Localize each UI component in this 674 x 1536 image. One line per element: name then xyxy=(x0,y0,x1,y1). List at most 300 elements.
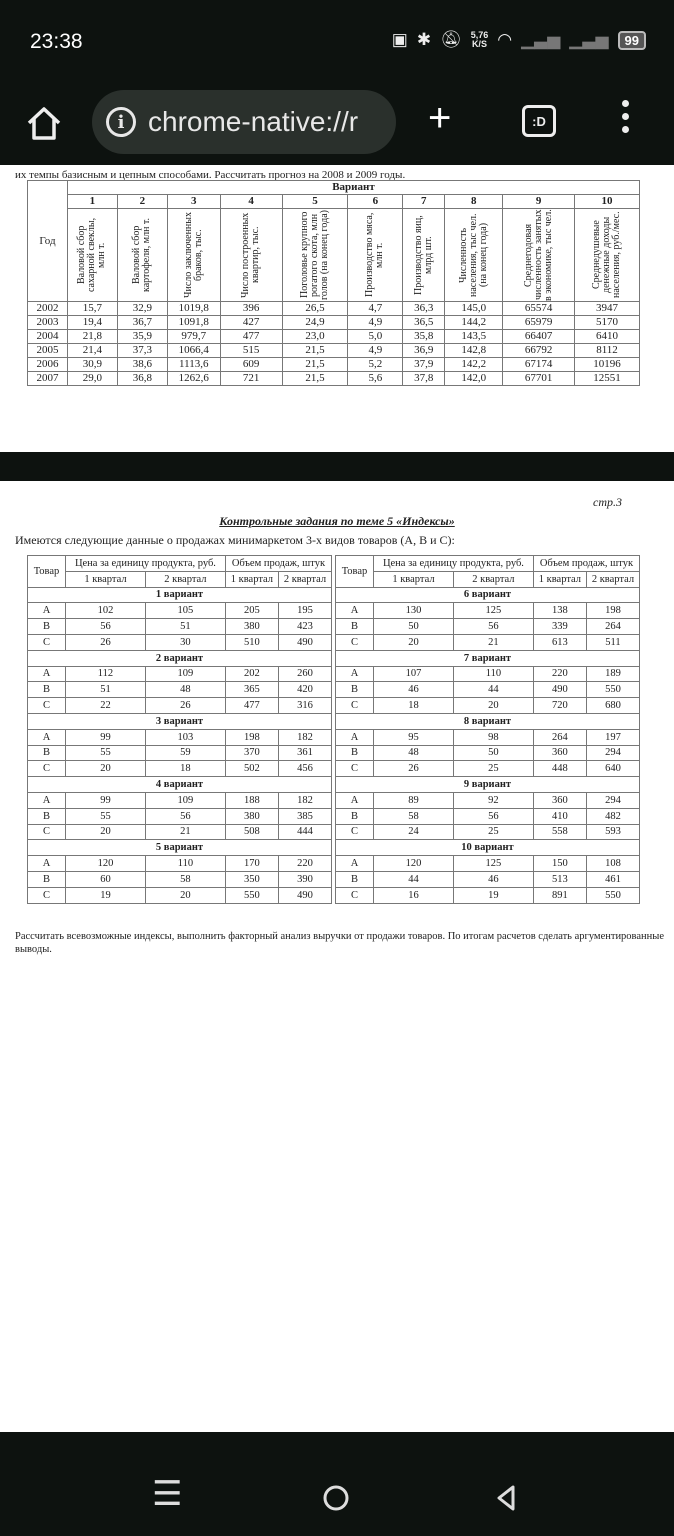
column-label xyxy=(348,209,403,302)
intro-text: Имеются следующие данные о продажах минимаркетом 3-х видов товаров (А, В и С): xyxy=(15,533,455,547)
table-row xyxy=(28,316,640,330)
quarter-header: 2 квартал xyxy=(453,571,533,587)
column-label-text: Среднегодовая численность занятых в экономике, тыс чел. xyxy=(522,209,554,301)
value-cell: 385 xyxy=(278,808,331,824)
table-row xyxy=(28,682,332,698)
column-label-text: Число построенных квартир, тыс. xyxy=(240,212,262,298)
cut-text: их темпы базисным и цепным способами. Рассчитать прогноз на 2008 и 2009 годы. xyxy=(15,169,406,181)
value-cell: 112 xyxy=(66,666,146,682)
table-row xyxy=(28,871,332,887)
value-cell: 5,0 xyxy=(348,330,403,344)
value-cell: 108 xyxy=(586,856,639,872)
variant-row xyxy=(28,587,332,603)
header-row xyxy=(28,209,640,302)
header-row xyxy=(28,556,332,572)
variant-title: 6 вариант xyxy=(336,587,640,603)
variant-row xyxy=(28,840,332,856)
value-cell: 490 xyxy=(278,887,331,903)
value-cell: 46 xyxy=(453,871,533,887)
status-bar xyxy=(0,0,674,80)
value-cell: 550 xyxy=(225,887,278,903)
value-cell: 24,9 xyxy=(282,316,348,330)
product-cell: A xyxy=(336,856,374,872)
value-cell: 36,7 xyxy=(117,316,167,330)
speed-unit: K/S xyxy=(471,39,487,49)
table-row xyxy=(28,358,640,372)
value-cell: 220 xyxy=(533,666,586,682)
product-cell: B xyxy=(28,808,66,824)
column-number: 6 xyxy=(348,195,403,209)
value-cell: 5,2 xyxy=(348,358,403,372)
table-row xyxy=(336,887,640,903)
year-cell: 2004 xyxy=(28,330,68,344)
value-cell: 48 xyxy=(374,745,454,761)
value-cell: 477 xyxy=(225,698,278,714)
value-cell: 19,4 xyxy=(67,316,117,330)
value-cell: 36,5 xyxy=(403,316,445,330)
value-cell: 15,7 xyxy=(67,302,117,316)
value-cell: 21,4 xyxy=(67,344,117,358)
table-row xyxy=(336,808,640,824)
value-cell: 8112 xyxy=(575,344,640,358)
value-cell: 550 xyxy=(586,887,639,903)
value-cell: 490 xyxy=(533,682,586,698)
table-row xyxy=(28,745,332,761)
variant-title: 4 вариант xyxy=(28,777,332,793)
value-cell: 89 xyxy=(374,792,454,808)
value-cell: 294 xyxy=(586,792,639,808)
value-cell: 16 xyxy=(374,887,454,903)
value-cell: 20 xyxy=(453,698,533,714)
value-cell: 170 xyxy=(225,856,278,872)
document-page-2 xyxy=(0,165,674,452)
page-number: стр.3 xyxy=(593,495,622,509)
value-cell: 32,9 xyxy=(117,302,167,316)
table-row xyxy=(336,745,640,761)
column-number: 4 xyxy=(220,195,282,209)
value-cell: 456 xyxy=(278,761,331,777)
value-cell: 48 xyxy=(145,682,225,698)
value-cell: 5,6 xyxy=(348,372,403,386)
volume-header: Объем продаж, штук xyxy=(533,556,639,572)
value-cell: 182 xyxy=(278,729,331,745)
product-cell: A xyxy=(28,603,66,619)
value-cell: 508 xyxy=(225,824,278,840)
value-cell: 20 xyxy=(374,634,454,650)
column-label-text: Производство мяса, млн т. xyxy=(364,212,386,298)
value-cell: 390 xyxy=(278,871,331,887)
speed-value: 5,76 xyxy=(470,30,489,40)
value-cell: 58 xyxy=(145,871,225,887)
recents-button[interactable]: ☰ xyxy=(152,1475,183,1513)
value-cell: 420 xyxy=(278,682,331,698)
value-cell: 361 xyxy=(278,745,331,761)
value-cell: 55 xyxy=(66,745,146,761)
value-cell: 24 xyxy=(374,824,454,840)
value-cell: 109 xyxy=(145,792,225,808)
signal-icon: ▁▃▅ xyxy=(521,30,561,49)
product-cell: A xyxy=(336,792,374,808)
value-cell: 29,0 xyxy=(67,372,117,386)
product-cell: C xyxy=(336,698,374,714)
value-cell: 515 xyxy=(220,344,282,358)
product-cell: C xyxy=(336,824,374,840)
value-cell: 110 xyxy=(145,856,225,872)
value-cell: 125 xyxy=(453,856,533,872)
table-row xyxy=(28,634,332,650)
value-cell: 1262,6 xyxy=(167,372,220,386)
column-label xyxy=(575,209,640,302)
value-cell: 316 xyxy=(278,698,331,714)
product-cell: A xyxy=(336,666,374,682)
nfc-icon: ▣ xyxy=(391,30,408,49)
column-label xyxy=(117,209,167,302)
value-cell: 1091,8 xyxy=(167,316,220,330)
sales-table-right xyxy=(335,555,640,904)
value-cell: 380 xyxy=(225,808,278,824)
value-cell: 482 xyxy=(586,808,639,824)
value-cell: 220 xyxy=(278,856,331,872)
variant-row xyxy=(336,713,640,729)
value-cell: 12551 xyxy=(575,372,640,386)
variant-row xyxy=(28,777,332,793)
table-row xyxy=(336,603,640,619)
value-cell: 67701 xyxy=(503,372,575,386)
value-cell: 107 xyxy=(374,666,454,682)
product-cell: B xyxy=(336,808,374,824)
value-cell: 260 xyxy=(278,666,331,682)
value-cell: 21,5 xyxy=(282,372,348,386)
value-cell: 427 xyxy=(220,316,282,330)
value-cell: 65979 xyxy=(503,316,575,330)
product-header: Товар xyxy=(28,556,66,588)
product-cell: A xyxy=(28,792,66,808)
value-cell: 105 xyxy=(145,603,225,619)
value-cell: 26,5 xyxy=(282,302,348,316)
task-text: Рассчитать всевозможные индексы, выполнить факторный анализ выручки от продажи товаров. По итогам расчетов сделать аргументированные выводы. xyxy=(15,931,664,955)
value-cell: 56 xyxy=(145,808,225,824)
table-row xyxy=(336,871,640,887)
value-cell: 294 xyxy=(586,745,639,761)
product-cell: B xyxy=(28,619,66,635)
value-cell: 1019,8 xyxy=(167,302,220,316)
year-cell: 2002 xyxy=(28,302,68,316)
header-row xyxy=(336,556,640,572)
value-cell: 593 xyxy=(586,824,639,840)
value-cell: 110 xyxy=(453,666,533,682)
value-cell: 46 xyxy=(374,682,454,698)
year-cell: 2003 xyxy=(28,316,68,330)
variant-title: 7 вариант xyxy=(336,650,640,666)
mute-icon: 🔕︎ xyxy=(440,30,462,49)
value-cell: 30 xyxy=(145,634,225,650)
column-label-text: Число заключенных браков, тыс. xyxy=(182,212,204,298)
variant-row xyxy=(336,650,640,666)
value-cell: 339 xyxy=(533,619,586,635)
value-cell: 99 xyxy=(66,729,146,745)
product-cell: B xyxy=(28,745,66,761)
table-row xyxy=(336,682,640,698)
value-cell: 109 xyxy=(145,666,225,682)
table-row xyxy=(336,634,640,650)
tab-switcher-button[interactable]: :D xyxy=(522,105,556,137)
table-row xyxy=(28,302,640,316)
product-cell: B xyxy=(336,871,374,887)
column-label-text: Поголовье крупного рогатого скота, млн голов (на конец года) xyxy=(299,210,330,300)
quarter-header: 1 квартал xyxy=(533,571,586,587)
variant-title: 2 вариант xyxy=(28,650,332,666)
column-label xyxy=(445,209,503,302)
url-text: chrome-native://r xyxy=(148,106,359,137)
value-cell: 130 xyxy=(374,603,454,619)
value-cell: 51 xyxy=(66,682,146,698)
value-cell: 26 xyxy=(145,698,225,714)
value-cell: 370 xyxy=(225,745,278,761)
value-cell: 350 xyxy=(225,871,278,887)
value-cell: 202 xyxy=(225,666,278,682)
value-cell: 92 xyxy=(453,792,533,808)
column-number: 2 xyxy=(117,195,167,209)
value-cell: 195 xyxy=(278,603,331,619)
value-cell: 19 xyxy=(66,887,146,903)
value-cell: 60 xyxy=(66,871,146,887)
address-bar[interactable] xyxy=(92,90,396,154)
value-cell: 20 xyxy=(66,761,146,777)
product-cell: C xyxy=(28,761,66,777)
value-cell: 264 xyxy=(586,619,639,635)
header-row xyxy=(28,571,332,587)
value-cell: 44 xyxy=(374,871,454,887)
year-cell: 2006 xyxy=(28,358,68,372)
value-cell: 21,5 xyxy=(282,344,348,358)
value-cell: 448 xyxy=(533,761,586,777)
value-cell: 511 xyxy=(586,634,639,650)
value-cell: 182 xyxy=(278,792,331,808)
value-cell: 142,8 xyxy=(445,344,503,358)
value-cell: 6410 xyxy=(575,330,640,344)
value-cell: 56 xyxy=(66,619,146,635)
quarter-header: 2 квартал xyxy=(586,571,639,587)
variant-title: 3 вариант xyxy=(28,713,332,729)
product-cell: C xyxy=(28,824,66,840)
new-tab-button[interactable]: + xyxy=(428,96,452,140)
variant-title: 1 вариант xyxy=(28,587,332,603)
variant-title: 8 вариант xyxy=(336,713,640,729)
column-label xyxy=(403,209,445,302)
home-button[interactable] xyxy=(322,1484,350,1512)
value-cell: 36,8 xyxy=(117,372,167,386)
column-label-text: Среднедушевые денежные доходы населения, руб./мес. xyxy=(591,211,622,299)
column-number: 10 xyxy=(575,195,640,209)
column-label xyxy=(220,209,282,302)
value-cell: 198 xyxy=(225,729,278,745)
value-cell: 4,7 xyxy=(348,302,403,316)
value-cell: 18 xyxy=(145,761,225,777)
value-cell: 721 xyxy=(220,372,282,386)
value-cell: 613 xyxy=(533,634,586,650)
product-cell: C xyxy=(336,634,374,650)
value-cell: 35,9 xyxy=(117,330,167,344)
product-cell: B xyxy=(28,682,66,698)
table-row xyxy=(28,808,332,824)
value-cell: 365 xyxy=(225,682,278,698)
back-button[interactable] xyxy=(494,1484,518,1512)
value-cell: 66407 xyxy=(503,330,575,344)
value-cell: 35,8 xyxy=(403,330,445,344)
column-label xyxy=(67,209,117,302)
column-label xyxy=(282,209,348,302)
table-row xyxy=(28,330,640,344)
menu-icon[interactable] xyxy=(622,100,632,133)
value-cell: 56 xyxy=(453,619,533,635)
value-cell: 609 xyxy=(220,358,282,372)
value-cell: 444 xyxy=(278,824,331,840)
value-cell: 264 xyxy=(533,729,586,745)
value-cell: 198 xyxy=(586,603,639,619)
header-row xyxy=(28,195,640,209)
product-cell: A xyxy=(28,666,66,682)
time-series-table xyxy=(27,180,640,386)
value-cell: 150 xyxy=(533,856,586,872)
value-cell: 103 xyxy=(145,729,225,745)
value-cell: 26 xyxy=(66,634,146,650)
column-number: 1 xyxy=(67,195,117,209)
value-cell: 36,3 xyxy=(403,302,445,316)
value-cell: 189 xyxy=(586,666,639,682)
variant-row xyxy=(336,840,640,856)
value-cell: 142,2 xyxy=(445,358,503,372)
value-cell: 22 xyxy=(66,698,146,714)
value-cell: 558 xyxy=(533,824,586,840)
value-cell: 423 xyxy=(278,619,331,635)
variant-row xyxy=(28,713,332,729)
product-cell: A xyxy=(336,729,374,745)
product-cell: A xyxy=(28,729,66,745)
info-icon[interactable]: i xyxy=(106,107,136,137)
value-cell: 145,0 xyxy=(445,302,503,316)
table-row xyxy=(336,792,640,808)
column-number: 8 xyxy=(445,195,503,209)
bluetooth-icon: ✱ xyxy=(416,30,432,49)
quarter-header: 1 квартал xyxy=(374,571,454,587)
value-cell: 125 xyxy=(453,603,533,619)
product-cell: B xyxy=(336,745,374,761)
value-cell: 3947 xyxy=(575,302,640,316)
table-row xyxy=(28,792,332,808)
value-cell: 144,2 xyxy=(445,316,503,330)
value-cell: 23,0 xyxy=(282,330,348,344)
value-cell: 720 xyxy=(533,698,586,714)
product-cell: B xyxy=(336,682,374,698)
column-number: 9 xyxy=(503,195,575,209)
value-cell: 1113,6 xyxy=(167,358,220,372)
quarter-header: 1 квартал xyxy=(66,571,146,587)
variant-title: 9 вариант xyxy=(336,777,640,793)
table-row xyxy=(28,619,332,635)
variant-row xyxy=(336,777,640,793)
value-cell: 120 xyxy=(66,856,146,872)
value-cell: 490 xyxy=(278,634,331,650)
product-cell: C xyxy=(28,887,66,903)
value-cell: 25 xyxy=(453,824,533,840)
variant-title: 10 вариант xyxy=(336,840,640,856)
value-cell: 396 xyxy=(220,302,282,316)
value-cell: 56 xyxy=(453,808,533,824)
value-cell: 25 xyxy=(453,761,533,777)
value-cell: 891 xyxy=(533,887,586,903)
column-label-text: Численность населения, тыс чел. (на конец года) xyxy=(457,213,489,297)
section-title: Контрольные задания по теме 5 «Индексы» xyxy=(219,514,455,528)
value-cell: 197 xyxy=(586,729,639,745)
value-cell: 502 xyxy=(225,761,278,777)
value-cell: 55 xyxy=(66,808,146,824)
value-cell: 410 xyxy=(533,808,586,824)
variant-title: 5 вариант xyxy=(28,840,332,856)
value-cell: 38,6 xyxy=(117,358,167,372)
value-cell: 4,9 xyxy=(348,344,403,358)
value-cell: 1066,4 xyxy=(167,344,220,358)
value-cell: 66792 xyxy=(503,344,575,358)
year-cell: 2007 xyxy=(28,372,68,386)
value-cell: 36,9 xyxy=(403,344,445,358)
value-cell: 37,8 xyxy=(403,372,445,386)
value-cell: 26 xyxy=(374,761,454,777)
value-cell: 20 xyxy=(145,887,225,903)
network-speed xyxy=(471,31,489,49)
value-cell: 19 xyxy=(453,887,533,903)
product-cell: C xyxy=(336,761,374,777)
product-cell: B xyxy=(336,619,374,635)
value-cell: 44 xyxy=(453,682,533,698)
clock: 23:38 xyxy=(30,30,83,53)
value-cell: 380 xyxy=(225,619,278,635)
value-cell: 59 xyxy=(145,745,225,761)
table-row xyxy=(28,666,332,682)
price-header: Цена за единицу продукта, руб. xyxy=(66,556,226,572)
value-cell: 120 xyxy=(374,856,454,872)
table-row xyxy=(28,729,332,745)
header-row xyxy=(336,571,640,587)
variant-header: Вариант xyxy=(67,181,639,195)
column-number: 7 xyxy=(403,195,445,209)
product-cell: A xyxy=(336,603,374,619)
home-icon[interactable] xyxy=(24,104,64,144)
table-row xyxy=(28,344,640,358)
quarter-header: 2 квартал xyxy=(278,571,331,587)
value-cell: 67174 xyxy=(503,358,575,372)
value-cell: 99 xyxy=(66,792,146,808)
product-cell: C xyxy=(336,887,374,903)
product-cell: C xyxy=(28,634,66,650)
wifi-icon: ◠ xyxy=(497,30,513,49)
value-cell: 143,5 xyxy=(445,330,503,344)
value-cell: 21,5 xyxy=(282,358,348,372)
column-number: 5 xyxy=(282,195,348,209)
value-cell: 510 xyxy=(225,634,278,650)
value-cell: 360 xyxy=(533,792,586,808)
column-label-text: Производство яиц, млрд шт. xyxy=(412,215,434,295)
table-row xyxy=(336,856,640,872)
quarter-header: 1 квартал xyxy=(225,571,278,587)
price-header: Цена за единицу продукта, руб. xyxy=(374,556,534,572)
value-cell: 550 xyxy=(586,682,639,698)
value-cell: 138 xyxy=(533,603,586,619)
table-row xyxy=(336,666,640,682)
table-row xyxy=(28,372,640,386)
value-cell: 205 xyxy=(225,603,278,619)
table-row xyxy=(336,619,640,635)
value-cell: 21,8 xyxy=(67,330,117,344)
